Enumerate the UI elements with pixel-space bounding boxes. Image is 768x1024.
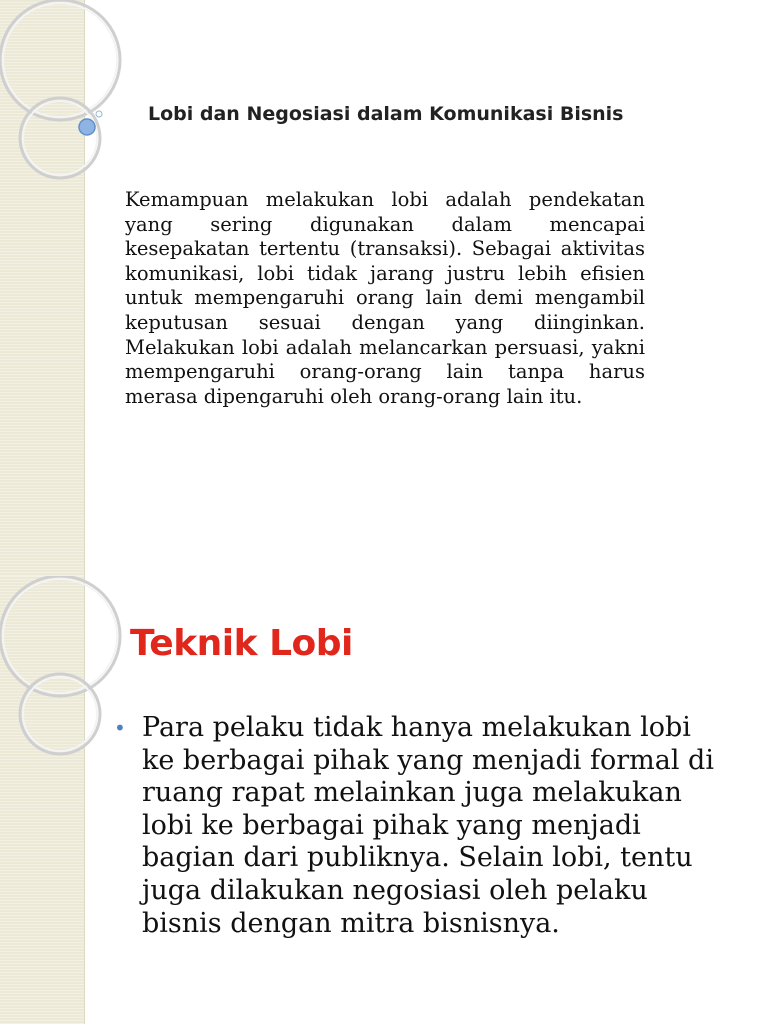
slide-body-paragraph: Kemampuan melakukan lobi adalah pendekatan yang sering digunakan dalam mencapai kesepakatan tertentu (transaksi). Sebagai aktivitas komunikasi, lobi tidak jarang justru lebih efisien untuk mempengaruhi orang lain demi mengambil keputusan sesuai dengan yang diinginkan. Melakukan lobi adalah melancarkan persuasi, yakni mempengaruhi orang-orang lain tanpa harus merasa dipengaruhi oleh orang-orang lain itu. [125, 188, 645, 408]
bullet-icon: • [114, 716, 126, 740]
bullet-list [114, 712, 724, 940]
slide-title: Lobi dan Negosiasi dalam Komunikasi Bisnis [148, 103, 624, 125]
slide-heading: Teknik Lobi [130, 623, 353, 664]
bullet-text: Para pelaku tidak hanya melakukan lobi ke berbagai pihak yang menjadi formal di ruang rapat melainkan juga melakukan lobi ke berbagai pihak yang menjadi bagian dari publiknya. Selain lobi, tentu juga dilakukan negosiasi oleh pelaku bisnis dengan mitra bisnisnya. [142, 712, 714, 939]
blue-dot-icon [79, 119, 95, 135]
decorative-rings-icon [0, 0, 140, 220]
slide-2 [0, 576, 768, 1024]
list-item [114, 712, 724, 940]
